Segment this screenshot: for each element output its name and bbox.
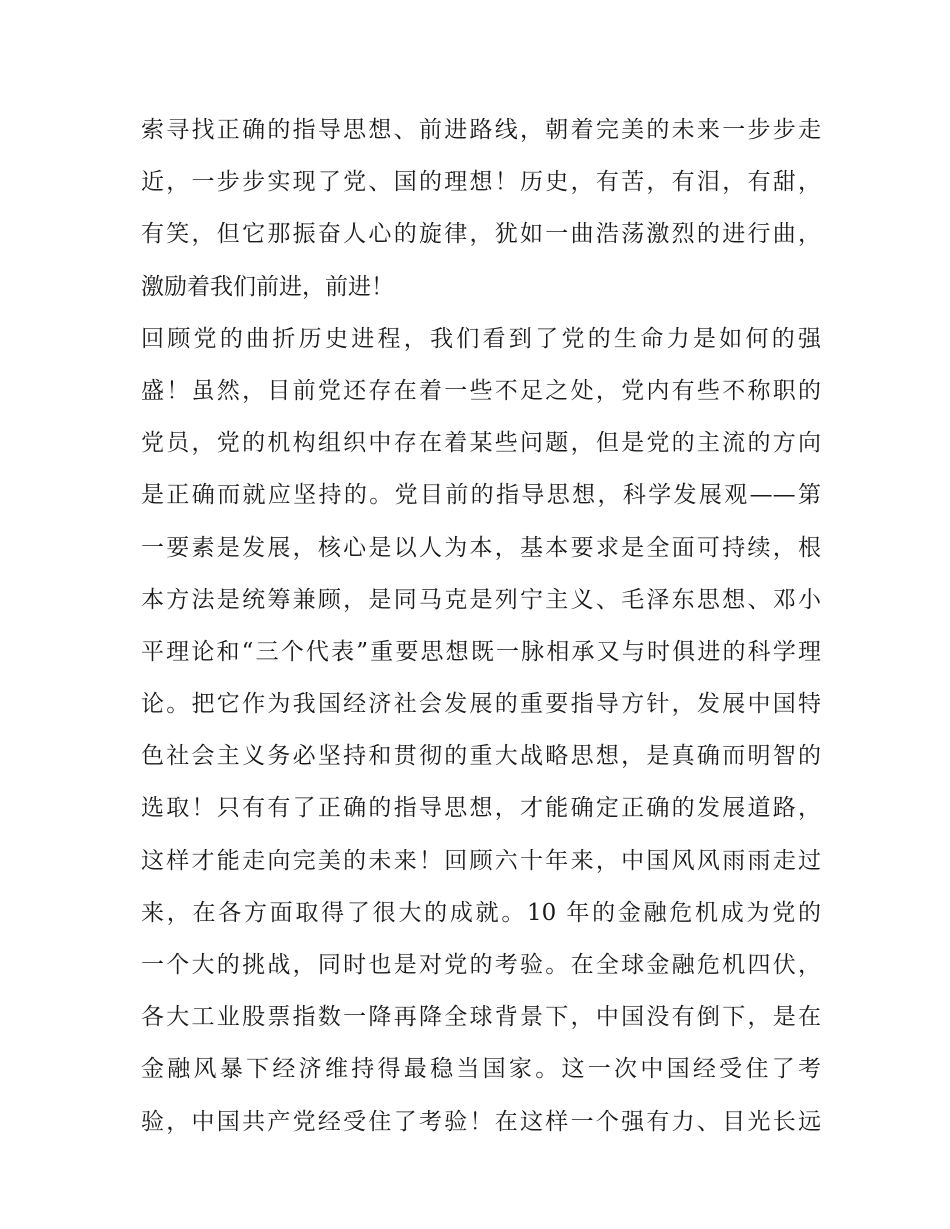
- text-line: 选取！只有有了正确的指导思想，才能确定正确的发展道路，: [141, 795, 821, 822]
- text-line: 本方法是统筹兼顾，是同马克是列宁主义、毛泽东思想、邓小: [141, 586, 821, 613]
- text-line: 激励着我们前进，前进！: [141, 273, 394, 300]
- text-line: 盛！虽然，目前党还存在着一些不足之处，党内有些不称职的: [141, 377, 821, 404]
- text-line: 一要素是发展，核心是以人为本，基本要求是全面可持续，根: [141, 534, 821, 561]
- text-line: 回顾党的曲折历史进程，我们看到了党的生命力是如何的强: [141, 325, 821, 352]
- text-line: 金融风暴下经济维持得最稳当国家。这一次中国经受住了考: [141, 1056, 821, 1083]
- text-line: 色社会主义务必坚持和贯彻的重大战略思想，是真确而明智的: [141, 743, 821, 770]
- text-line: 有笑，但它那振奋人心的旋律，犹如一曲浩荡激烈的进行曲，: [141, 221, 821, 248]
- text-line: 近，一步步实现了党、国的理想！历史，有苦，有泪，有甜，: [141, 169, 821, 196]
- text-line: 来，在各方面取得了很大的成就。10 年的金融危机成为党的: [141, 899, 821, 926]
- text-line: 一个大的挑战，同时也是对党的考验。在全球金融危机四伏，: [141, 952, 821, 978]
- text-line: 党员，党的机构组织中存在着某些问题，但是党的主流的方向: [141, 430, 821, 457]
- text-line: 论。把它作为我国经济社会发展的重要指导方针，发展中国特: [141, 691, 821, 718]
- text-line: 验，中国共产党经受住了考验！在这样一个强有力、目光长远: [141, 1108, 821, 1135]
- text-line: 索寻找正确的指导思想、前进路线，朝着完美的未来一步步走: [141, 117, 821, 143]
- text-line: 各大工业股票指数一降再降全球背景下，中国没有倒下，是在: [141, 1004, 821, 1031]
- text-line: 这样才能走向完美的未来！回顾六十年来，中国风风雨雨走过: [141, 847, 821, 874]
- text-line: 是正确而就应坚持的。党目前的指导思想，科学发展观——第: [141, 482, 821, 509]
- body-text: [141, 104, 821, 1148]
- text-line: 平理论和“三个代表”重要思想既一脉相承又与时俱进的科学理: [141, 638, 821, 665]
